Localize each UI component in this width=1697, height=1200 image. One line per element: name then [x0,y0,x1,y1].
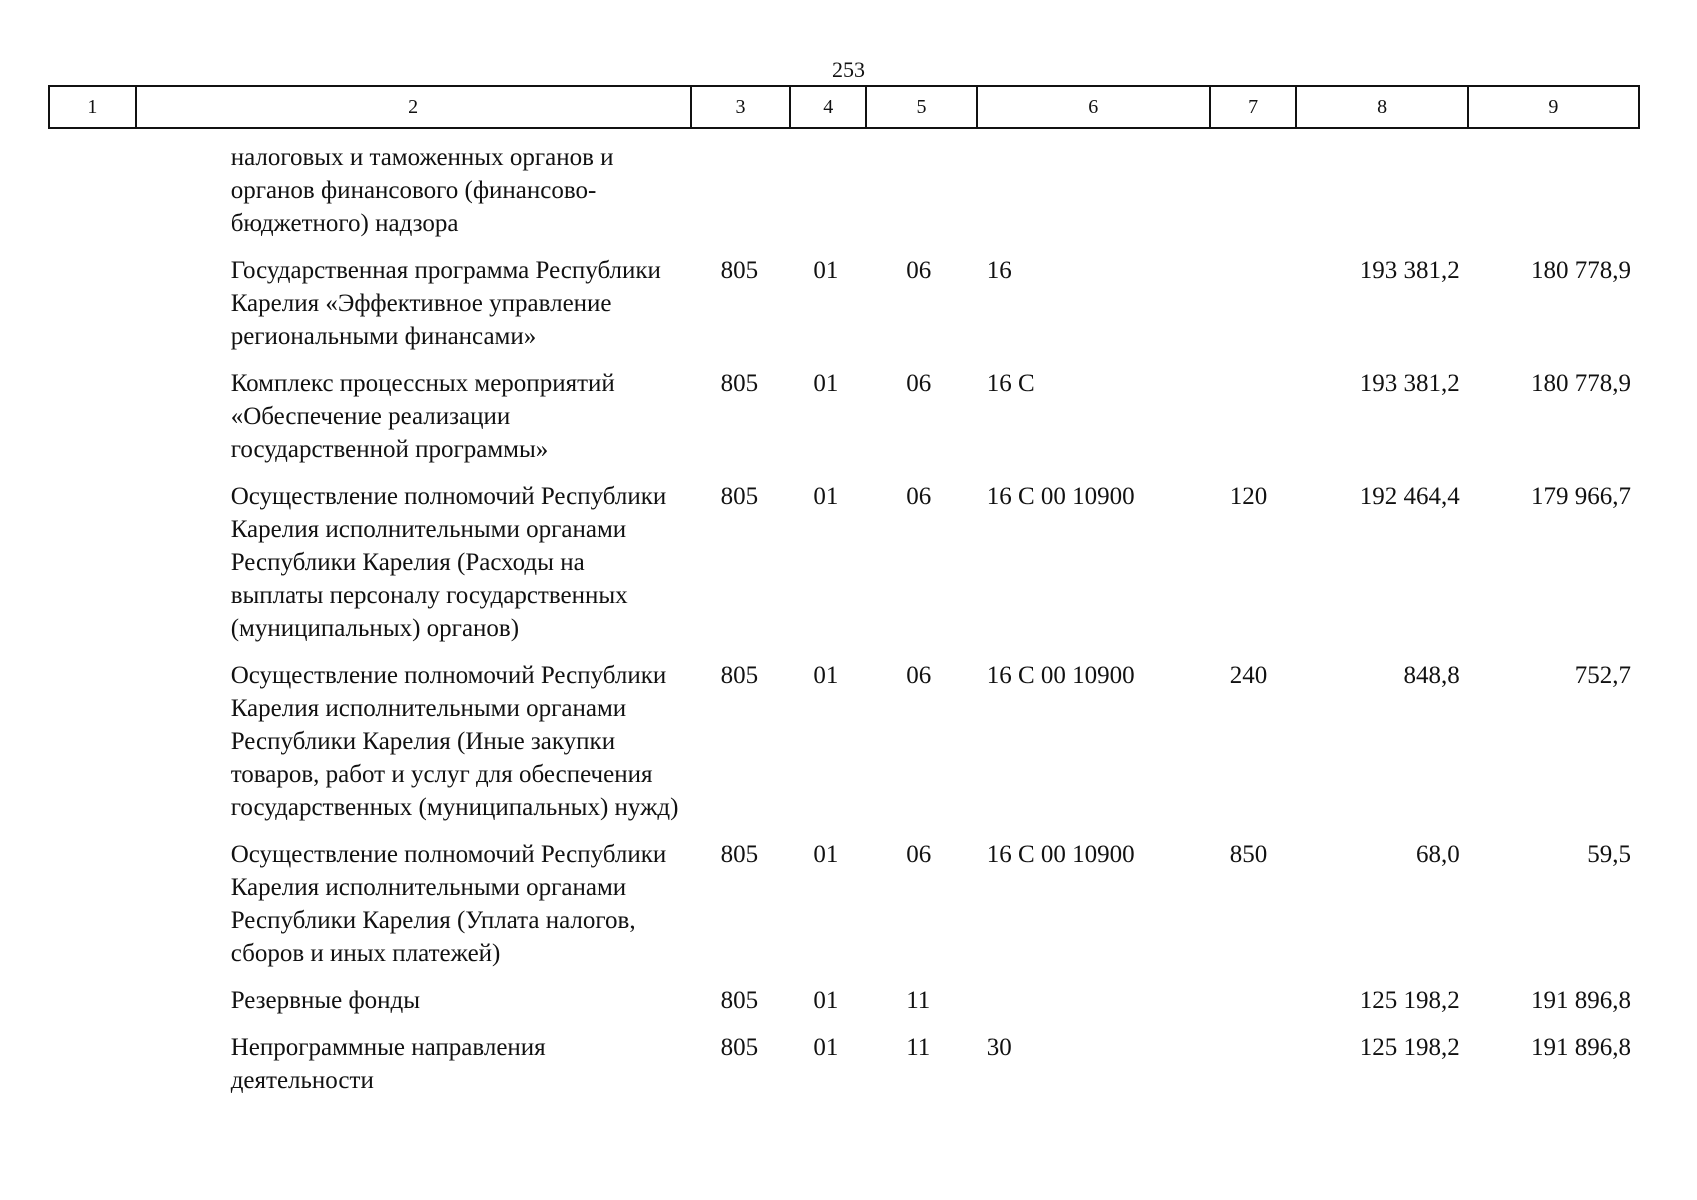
row-c4: 01 [813,662,839,689]
row-c8: 125 198,2 [1359,987,1460,1014]
row-c6: 30 [986,1034,1012,1061]
row-c3: 805 [720,662,759,689]
row-c8: 125 198,2 [1359,1034,1460,1061]
row-c5: 06 [906,370,932,397]
row-c5: 06 [906,257,932,284]
row-c5: 11 [906,987,931,1014]
continuation-row [49,128,1639,254]
row-c4: 01 [813,1034,839,1061]
column-header: 8 [1296,86,1467,128]
continuation-text: налоговых и таможенных органов и органов финансового (финансово-бюджетного) надзора [230,144,614,237]
page-number: 253 [832,57,865,82]
row-c7 [1210,367,1297,480]
row-c4: 01 [813,370,839,397]
table-row [49,1031,1639,1111]
row-name: Резервные фонды [230,987,421,1014]
row-c3: 805 [720,370,759,397]
column-header: 2 [136,86,691,128]
row-c4: 01 [813,483,839,510]
row-c8: 192 464,4 [1359,483,1460,510]
row-c9: 179 966,7 [1531,483,1631,510]
row-c9: 180 778,9 [1531,370,1631,397]
row-c9: 180 778,9 [1531,257,1631,284]
table-row [49,367,1639,480]
row-c7 [1210,984,1297,1031]
row-c8: 848,8 [1403,662,1460,689]
column-header: 5 [866,86,977,128]
table-row [49,659,1639,838]
row-c5: 06 [906,483,932,510]
row-c7: 120 [1229,483,1268,510]
row-c4: 01 [813,841,839,868]
column-header: 9 [1468,86,1639,128]
table-row [49,480,1639,659]
column-number-header-row [49,86,1639,128]
row-c5: 06 [906,662,932,689]
row-c3: 805 [720,257,759,284]
row-name: Комплекс процессных мероприятий «Обеспечение реализации государственной программы» [230,370,615,463]
row-c6: 16 С [986,370,1035,397]
row-c6: 16 С 00 10900 [986,841,1135,868]
row-c7: 850 [1229,841,1268,868]
row-name: Непрограммные направления деятельности [230,1034,546,1094]
row-c3: 805 [720,483,759,510]
row-name: Осуществление полномочий Республики Карелия исполнительными органами Республики Карелия (Иные закупки товаров, работ и услуг для обеспечения государственных (муниципальных) нужд) [230,662,679,821]
row-c9: 59,5 [1587,841,1631,868]
table-row [49,984,1639,1031]
row-c6: 16 С 00 10900 [986,483,1135,510]
row-c3: 805 [720,987,759,1014]
column-header: 3 [691,86,791,128]
row-c4: 01 [813,257,839,284]
row-name: Государственная программа Республики Карелия «Эффективное управление региональными финансами» [230,257,661,350]
row-c8: 193 381,2 [1359,257,1460,284]
row-c8: 193 381,2 [1359,370,1460,397]
budget-table [48,85,1640,1111]
row-c3: 805 [720,841,759,868]
row-c5: 06 [906,841,932,868]
row-c6: 16 С 00 10900 [986,662,1135,689]
row-c4: 01 [813,987,839,1014]
row-c3: 805 [720,1034,759,1061]
row-c6 [977,984,1210,1031]
row-c7 [1210,1031,1297,1111]
table-row [49,254,1639,367]
row-name: Осуществление полномочий Республики Карелия исполнительными органами Республики Карелия (Уплата налогов, сборов и иных платежей) [230,841,667,967]
table-row [49,838,1639,984]
row-c8: 68,0 [1415,841,1460,868]
column-header: 1 [49,86,136,128]
row-c9: 752,7 [1574,662,1631,689]
row-c9: 191 896,8 [1531,987,1631,1014]
column-header: 6 [977,86,1210,128]
row-c9: 191 896,8 [1531,1034,1631,1061]
column-header: 7 [1210,86,1297,128]
column-header: 4 [790,86,866,128]
row-c7: 240 [1229,662,1268,689]
row-c5: 11 [906,1034,931,1061]
row-c6: 16 [986,257,1012,284]
row-name: Осуществление полномочий Республики Карелия исполнительными органами Республики Карелия (Расходы на выплаты персоналу государственных (муниципальных) органов) [230,483,667,642]
row-c7 [1210,254,1297,367]
